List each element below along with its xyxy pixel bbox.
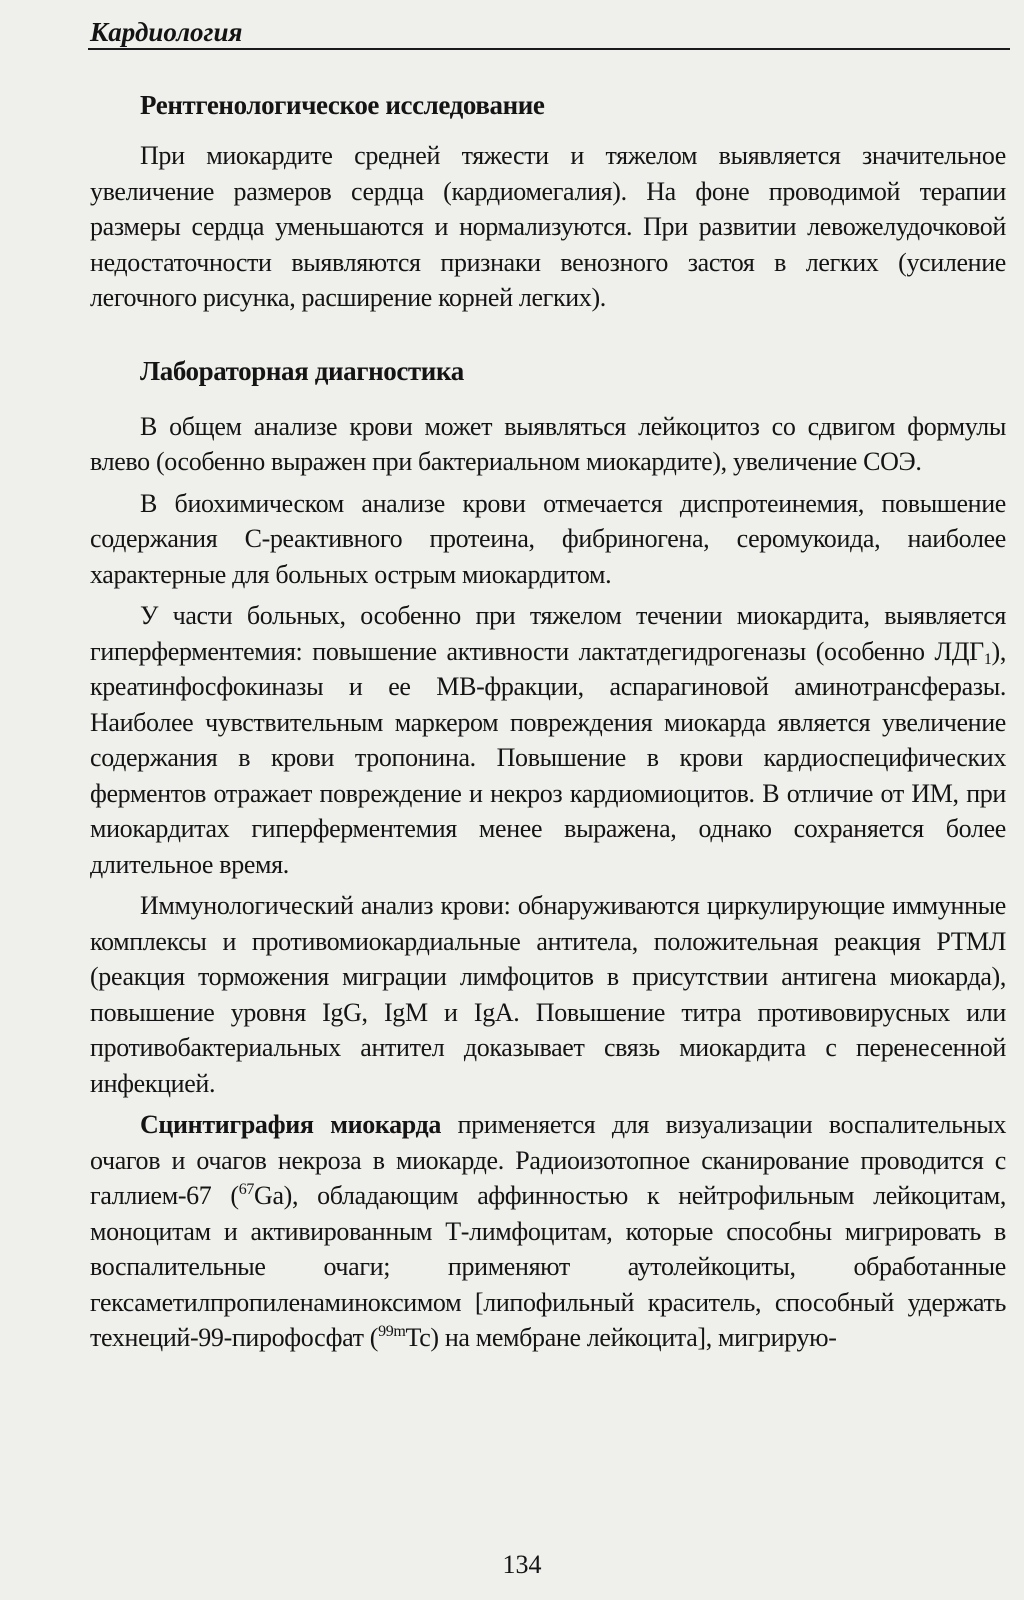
gallium-superscript: 67 (238, 1181, 255, 1198)
technetium-superscript: 99m (378, 1323, 406, 1340)
running-head: Кардиология (90, 17, 243, 47)
enzymes-text-2: ), креатинфосфокиназы и ее МВ-фракции, аспарагиновой аминотрансферазы. Наиболее чувствительным маркером повреждения миокарда является увеличение содержания в крови тропонина. Повышение в крови кардиоспецифических ферментов отражает повреждение и некроз кардиомиоцитов. В отличие от ИМ, при миокардитах гиперферментемия менее выражена, однако сохраняется более длительное время. (90, 636, 1006, 879)
header-rule (88, 48, 1010, 50)
page-body (90, 86, 1006, 1356)
paragraph-scintigraphy (90, 1107, 1006, 1356)
scintigraphy-text-2: Ga), обладающим аффинностью к нейтрофильным лейкоцитам, моноцитам и активированным Т-лимфоцитам, которые способны мигрировать в воспалительные очаги; применяют аутолейкоциты, обработанные гексаметилпропиленаминоксимом [липофильный краситель, способный удержать технеций-99-пирофосфат ( (90, 1181, 1006, 1352)
paragraph-immunology: Иммунологический анализ крови: обнаруживаются циркулирующие иммунные комплексы и противомиокардиальные антитела, положительная реакция РТМЛ (реакция торможения миграции лимфоцитов в присутствии антигена миокарда), повышение уровня IgG, IgM и IgA. Повышение титра противовирусных или противобактериальных антител доказывает связь миокардита с перенесенной инфекцией. (90, 891, 1006, 1098)
enzymes-text-1: У части больных, особенно при тяжелом течении миокардита, выявляется гиперферментемия: повышение активности лактатдегидрогеназы (особенно ЛДГ (90, 601, 1006, 666)
paragraph-enzymes (90, 598, 1006, 882)
ldh-subscript: 1 (983, 650, 992, 668)
paragraph-biochemistry: В биохимическом анализе крови отмечается диспротеинемия, повышение содержания С-реактивного протеина, фибриногена, серомукоида, наиболее характерные для больных острым миокардитом. (90, 488, 1006, 589)
scintigraphy-text-1: применяется для визуализации воспалительных очагов и очагов некроза в миокарде. Радиоизотопное сканирование проводится с галлием-67 ( (90, 1110, 1006, 1210)
scintigraphy-text-3: Tc) на мембране лейкоцита], мигрирую- (405, 1323, 837, 1352)
paragraph-xray: При миокардите средней тяжести и тяжелом выявляется значительное увеличение размеров сердца (кардиомегалия). На фоне проводимой терапии размеры сердца уменьшаются и нормализуются. При развитии левожелудочковой недостаточности выявляются признаки венозного застоя в легких (усиление легочного рисунка, расширение корней легких). (90, 141, 1006, 312)
section-title-lab: Лабораторная диагностика (140, 355, 464, 386)
section-title-xray: Рентгенологическое исследование (140, 90, 545, 120)
page-number: 134 (502, 1550, 542, 1579)
paragraph-blood-count: В общем анализе крови может выявляться лейкоцитоз со сдвигом формулы влево (особенно выражен при бактериальном миокардите), увеличение СОЭ. (90, 411, 1006, 476)
scintigraphy-lead: Сцинтиграфия миокарда (140, 1110, 441, 1139)
